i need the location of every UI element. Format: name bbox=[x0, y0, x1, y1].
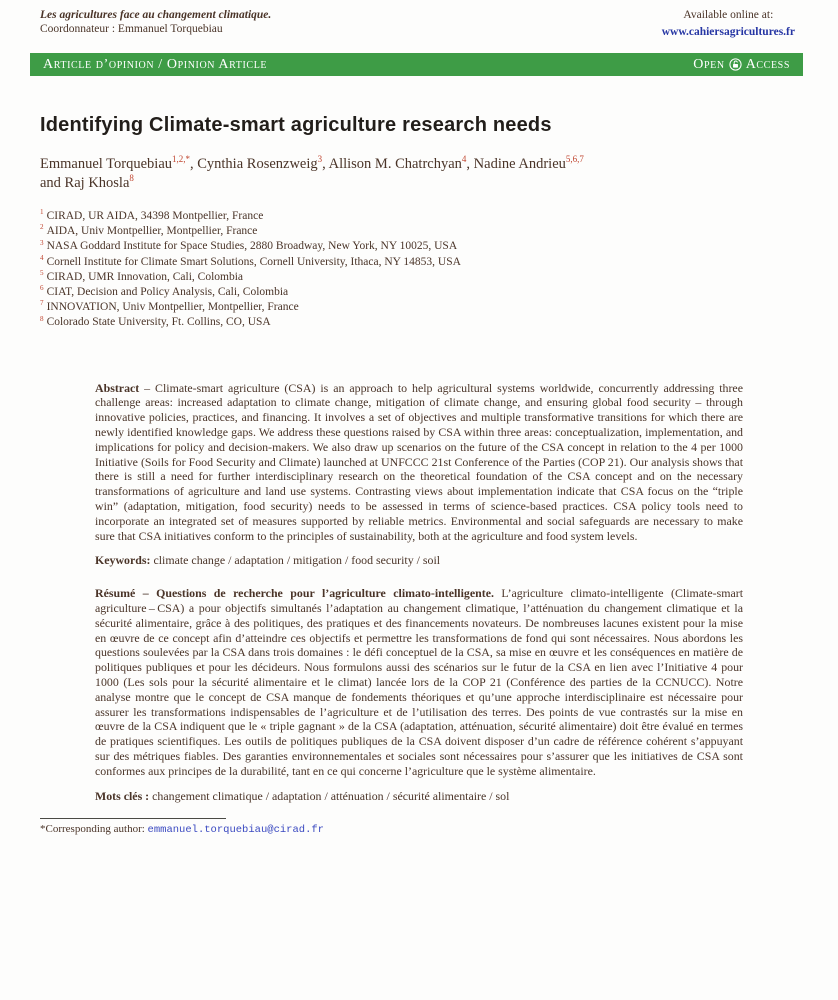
affiliation-text: NASA Goddard Institute for Space Studies, 2880 Broadway, New York, NY 10025, USA bbox=[46, 240, 458, 253]
affiliation-text: CIRAD, UR AIDA, 34398 Montpellier, France bbox=[46, 210, 264, 222]
author-name: , Nadine Andrieu bbox=[466, 156, 566, 172]
corresponding-author-label: *Corresponding author: bbox=[40, 823, 148, 836]
author-list bbox=[40, 155, 760, 193]
keywords-label: Keywords: bbox=[95, 553, 151, 568]
article-type-banner bbox=[30, 53, 803, 76]
author-superscript: 3 bbox=[317, 154, 323, 165]
affiliation-item bbox=[40, 315, 795, 330]
affiliation-item bbox=[40, 239, 795, 254]
author-name: Emmanuel Torquebiau bbox=[40, 156, 173, 172]
available-online-label: Available online at: bbox=[683, 9, 774, 21]
affiliation-number: 5 bbox=[40, 268, 44, 277]
mots-cles-label: Mots clés : bbox=[95, 788, 150, 803]
affiliation-number: 3 bbox=[40, 238, 44, 247]
corresponding-author-email-link[interactable]: emmanuel.torquebiau@cirad.fr bbox=[147, 824, 324, 837]
author-name: , Allison M. Chatrchyan bbox=[322, 156, 462, 172]
affiliation-item bbox=[40, 270, 795, 285]
affiliation-text: AIDA, Univ Montpellier, Montpellier, France bbox=[46, 225, 258, 238]
abstract-paragraph bbox=[95, 381, 743, 544]
affiliation-number: 8 bbox=[40, 314, 44, 323]
article-type-label: Article d’opinion / Opinion Article bbox=[43, 56, 268, 72]
affiliation-item bbox=[40, 300, 795, 315]
affiliation-list bbox=[40, 209, 795, 331]
footnote-divider bbox=[40, 818, 226, 819]
affiliation-number: 4 bbox=[40, 253, 44, 262]
page-header bbox=[40, 8, 795, 40]
open-access-lock-icon bbox=[729, 58, 742, 71]
open-access-badge bbox=[693, 57, 790, 73]
series-coordinator: Coordonnateur : Emmanuel Torquebiau bbox=[40, 23, 223, 35]
open-access-open-label: Open bbox=[693, 56, 725, 72]
journal-website-link[interactable]: www.cahiersagricultures.fr bbox=[661, 26, 795, 38]
author-superscript: 5,6,7 bbox=[565, 154, 584, 165]
affiliation-text: CIRAD, UMR Innovation, Cali, Colombia bbox=[46, 270, 244, 283]
mots-cles-text: changement climatique / adaptation / atténuation / sécurité alimentaire / sol bbox=[149, 788, 510, 803]
affiliation-number: 6 bbox=[40, 284, 44, 293]
resume-label: Résumé – Questions de recherche pour l’agriculture climato-intelligente. bbox=[95, 586, 494, 601]
affiliation-item bbox=[40, 285, 795, 300]
affiliation-item bbox=[40, 209, 795, 224]
affiliation-text: Colorado State University, Ft. Collins, CO, USA bbox=[46, 316, 271, 329]
abstract-label: Abstract bbox=[95, 380, 140, 395]
author-superscript: 1,2,* bbox=[172, 154, 190, 165]
header-left bbox=[40, 8, 271, 37]
affiliation-text: CIAT, Decision and Policy Analysis, Cali, Colombia bbox=[46, 286, 289, 299]
resume-paragraph bbox=[95, 586, 743, 778]
mots-cles-line bbox=[95, 789, 743, 804]
resume-text: L’agriculture climato-intelligente (Climate-smart agriculture – CSA) a pour objectifs simultanés l’adaptation au changement climatique, l’atténuation du changement climatique et la sécurité alimentaire, grâce à des politiques, des pratiques et des financements novateurs. De nombreuses lacunes existent pour la mise en œuvre de ce concept afin d’atteindre ces objectifs et permettre les transformations de fond qui sont nécessaires. Nous abordons les questions soulevées par la CSA dans trois domaines : le défi conceptuel de la CSA, sa mise en œuvre et les conséquences en matière de politiques publiques et pour les décideurs. Nous formulons aussi des scénarios sur le futur de la CSA en lien avec l’Initiative 4 pour 1000 (Les sols pour la sécurité alimentaire et le climat) lancée lors de la COP 21 (Conférence des parties de la CCNUCC). Notre analyse montre que le concept de CSA manque de fondements théoriques et qu’une approche interdisciplinaire est nécessaire pour assurer les transformations indispensables de l’agriculture et de l’utilisation des terres. Des points de vue contrastés sur la mise en œuvre de la CSA indiquent que le « triple gagnant » de la CSA (adaptation, atténuation, sécurité alimentaire) doit être évalué en termes de pratiques scientifiques. Les outils de politiques publiques de la CSA doivent disposer d’un cadre de référence cohérent s’appuyant sur des métriques fiables. Des garanties environnementales et sociales sont nécessaires pour s’assurer que les initiatives de CSA sont conformes aux principes de la durabilité, tant en ce qui concerne l’agriculture que le système alimentaire. bbox=[95, 586, 743, 778]
affiliation-item bbox=[40, 224, 795, 239]
affiliation-text: Cornell Institute for Climate Smart Solutions, Cornell University, Ithaca, NY 14853, USA bbox=[46, 255, 461, 268]
author-superscript: 8 bbox=[129, 173, 134, 184]
affiliation-number: 7 bbox=[40, 299, 44, 308]
corresponding-author-footnote bbox=[40, 823, 795, 836]
author-name: , Cynthia Rosenzweig bbox=[189, 156, 318, 172]
abstract-text: – Climate-smart agriculture (CSA) is an approach to help agricultural systems worldwide, concurrently addressing three challenge areas: increased adaptation to climate change, mitigation of climate change, and ensuring global food security – through innovative policies, practices, and financing. It involves a set of objectives and multiple transformative transitions for which there are newly identified knowledge gaps. We address these questions raised by CSA within three areas: conceptualization, implementation, and implications for policy and decision-makers. We also draw up scenarios on the future of the CSA concept in relation to the 4 per 1000 Initiative (Soils for Food Security and Climate) launched at UNFCCC 21st Conference of the Parties (COP 21). Our analysis shows that there is still a need for further interdisciplinary research on the theoretical foundation of the CSA concept and on the necessary transformations of agriculture and land use systems. Contrasting views about implementation indicate that CSA focus on the “triple win” (adaptation, mitigation, food security) needs to be assessed in terms of science-based practices. CSA policy tools need to incorporate an integrated set of measures supported by reliable metrics. Environmental and social safeguards are necessary to make sure that CSA initiatives conform to the principles of sustainability, both at the agriculture and food system levels. bbox=[95, 380, 743, 543]
article-title: Identifying Climate-smart agriculture research needs bbox=[40, 114, 552, 136]
open-access-access-label: Access bbox=[745, 56, 790, 72]
keywords-line bbox=[95, 553, 743, 568]
keywords-text: climate change / adaptation / mitigation / food security / soil bbox=[150, 553, 441, 568]
series-title: Les agricultures face au changement climatique. bbox=[40, 9, 272, 21]
header-right bbox=[662, 8, 795, 40]
affiliation-text: INNOVATION, Univ Montpellier, Montpellier, France bbox=[46, 301, 299, 314]
affiliation-number: 1 bbox=[40, 208, 44, 217]
author-name: and Raj Khosla bbox=[40, 175, 130, 191]
affiliation-number: 2 bbox=[40, 223, 44, 232]
author-superscript: 4 bbox=[461, 154, 467, 165]
affiliation-item bbox=[40, 255, 795, 270]
